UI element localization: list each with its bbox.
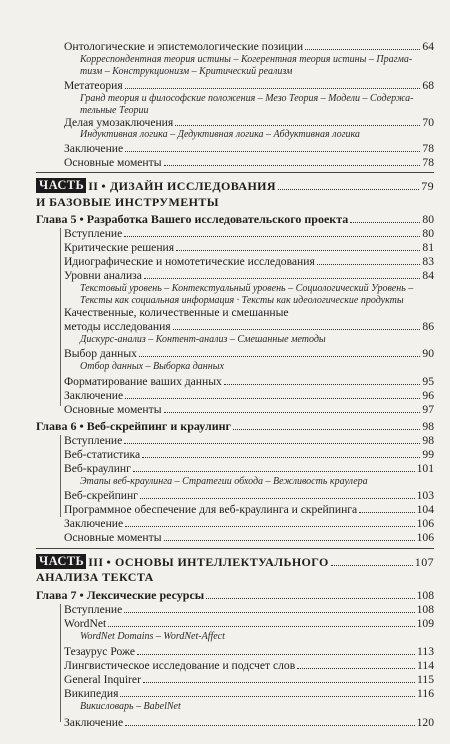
toc-entry-title: Веб-статистика [64,448,141,461]
toc-entry-title-line2: методы исследования [64,320,171,333]
toc-entry[interactable] [64,40,434,53]
chapter-heading[interactable] [36,420,434,433]
toc-entry[interactable] [64,503,434,516]
dot-leader [120,696,415,697]
toc-entry-page: 99 [422,448,434,461]
toc-entry-page: 78 [422,142,434,155]
toc-entry-page: 95 [422,375,434,388]
dot-leader [164,412,421,413]
toc-entry-page: 83 [422,255,434,268]
toc-entry-page: 106 [416,517,434,530]
toc-entry-title: Тезаурус Роже [64,645,136,658]
toc-subtopics: Корреспондентная теория истины – Когерентная теория истины – Прагма- тизм – Конструкционизм – Критический реализм [80,54,413,77]
toc-entry-page: 70 [422,116,434,129]
part-title: ДИЗАЙН ИССЛЕДОВАНИЯ [109,179,276,193]
toc-entry-page: 108 [416,603,434,616]
toc-entry-page: 115 [417,673,434,686]
toc-entry[interactable] [64,320,434,333]
part-number: II [88,179,99,193]
toc-entry-page: 80 [422,227,434,240]
chapter-heading[interactable] [36,213,434,226]
toc-entry[interactable] [64,79,434,92]
dot-leader [139,356,420,357]
toc-entry[interactable] [64,434,434,447]
toc-entry-title: Метатеория [64,79,123,92]
dot-leader [124,612,414,613]
part-separator: • [101,179,106,193]
toc-entry-page: 109 [416,617,434,630]
toc-entry[interactable] [64,389,434,402]
toc-entry[interactable] [64,255,434,268]
toc-entry-page: 84 [422,269,434,282]
toc-entry-title: WordNet [64,617,107,630]
dot-leader [317,264,421,265]
toc-entry-page: 101 [416,462,434,475]
dot-leader [331,565,413,566]
toc-subtopics: WordNet Domains – WordNet-Affect [80,631,225,642]
chapter-page: 80 [422,213,434,226]
toc-entry[interactable] [64,375,434,388]
dot-leader [143,682,415,683]
chapter-title: Глава 6 • Веб-скрейпинг и краулинг [36,420,231,433]
toc-entry[interactable] [64,659,434,672]
part-title-continued: АНАЛИЗА ТЕКСТА [36,570,154,584]
dot-leader [108,626,414,627]
toc-entry[interactable] [64,403,434,416]
toc-entry-page: 81 [422,241,434,254]
part-title-continued: И БАЗОВЫЕ ИНСТРУМЕНТЫ [36,195,219,209]
toc-entry-title: Форматирование ваших данных [64,375,222,388]
part-page: 79 [421,179,434,193]
dot-leader [164,165,421,166]
toc-entry-title: Лингвистическое исследование и подсчет слов [64,659,296,672]
dot-leader [350,222,420,223]
toc-entry-title: Заключение [64,142,124,155]
toc-subtopics: Индуктивная логика – Дедуктивная логика – Абдуктивная логика [80,129,360,140]
toc-entry[interactable] [64,517,434,530]
chapter-heading[interactable] [36,589,434,602]
dot-leader [124,236,420,237]
chapter-page: 98 [422,420,434,433]
toc-entry[interactable] [64,617,434,630]
toc-entry[interactable] [64,603,434,616]
dot-leader [224,384,421,385]
toc-entry[interactable] [64,142,434,155]
toc-entry-line1[interactable] [64,306,434,319]
dot-leader [125,526,414,527]
part-badge: ЧАСТЬ [36,554,86,569]
toc-entry-page: 64 [422,40,434,53]
dot-leader [278,189,419,190]
toc-entry-title: Вступление [64,603,123,616]
toc-entry[interactable] [64,227,434,240]
toc-subtopics: Гранд теория и философские положения – Мезо Теория – Модели – Содержа- тельные Теории [80,93,414,116]
dot-leader [125,725,414,726]
dot-leader [173,329,421,330]
toc-subtopics: Отбор данных – Выборка данных [80,361,224,372]
toc-entry[interactable] [64,448,434,461]
toc-entry[interactable] [64,462,434,475]
toc-entry-page: 113 [417,645,434,658]
toc-entry[interactable] [64,673,434,686]
chapter-bracket [60,228,61,406]
toc-entry-title: Качественные, количественные и смешанные [64,306,289,319]
part-heading[interactable] [36,554,434,569]
toc-entry[interactable] [64,347,434,360]
toc-entry-page: 78 [422,156,434,169]
dot-leader [164,540,415,541]
part-separator: • [106,555,112,569]
dot-leader [133,471,415,472]
toc-entry-page: 120 [416,716,434,729]
toc-entry-title: Веб-краулинг [64,462,131,475]
toc-entry-page: 96 [422,389,434,402]
toc-entry-title: Выбор данных [64,347,137,360]
dot-leader [305,49,420,50]
dot-leader [124,443,420,444]
dot-leader [176,250,420,251]
toc-entry[interactable] [64,716,434,729]
toc-entry-title: Википедия [64,687,119,700]
toc-entry-title: Идиографические и номотетические исследования [64,255,315,268]
toc-entry[interactable] [64,116,434,129]
chapter-bracket [60,604,61,722]
toc-entry-page: 103 [416,489,434,502]
toc-entry[interactable] [64,489,434,502]
toc-entry-title: General Inquirer [64,673,141,686]
dot-leader [137,654,415,655]
toc-entry-page: 86 [422,320,434,333]
toc-entry-page: 98 [422,434,434,447]
dot-leader [206,598,414,599]
toc-entry-page: 90 [422,347,434,360]
toc-entry[interactable] [64,241,434,254]
dot-leader [140,498,415,499]
toc-entry[interactable] [64,269,434,282]
toc-entry-title: Веб-скрейпинг [64,489,138,502]
toc-subtopics: Викисловарь – BabelNet [80,701,181,712]
toc-entry-title: Заключение [64,389,124,402]
chapter-title: Глава 5 • Разработка Вашего исследовательского проекта [36,213,349,226]
toc-entry-title: Вступление [64,434,123,447]
toc-entry-page: 104 [416,503,434,516]
part-number: III [88,555,104,569]
toc-entry-page: 97 [422,403,434,416]
dot-leader [142,457,420,458]
chapter-page: 108 [416,589,434,602]
toc-entry-title: Заключение [64,716,124,729]
dot-leader [125,398,420,399]
toc-entry-page: 116 [417,687,434,700]
dot-leader [233,429,420,430]
toc-entry[interactable] [64,156,434,169]
part-page: 107 [414,555,434,569]
toc-entry[interactable] [64,531,434,544]
toc-entry[interactable] [64,687,434,700]
toc-entry-title: Основные моменты [64,156,162,169]
toc-subtopics: Этапы веб-краулинга – Стратегии обхода – Вежливость краулера [80,476,368,487]
toc-subtopics: Дискурс-анализ – Контент-анализ – Смешанные методы [80,334,326,345]
dot-leader [144,278,421,279]
toc-entry-title: Критические решения [64,241,175,254]
toc-entry-title: Делая умозаключения [64,116,174,129]
toc-entry-title: Уровни анализа [64,269,142,282]
dot-leader [175,125,420,126]
toc-entry-title: Основные моменты [64,531,162,544]
chapter-bracket [60,435,61,517]
dot-leader [297,668,415,669]
dot-leader [359,512,414,513]
dot-leader [125,88,421,89]
toc-entry-page: 114 [417,659,434,672]
toc-entry-title: Вступление [64,227,123,240]
toc-entry-page: 106 [416,531,434,544]
part-divider [36,548,434,549]
toc-entry-title: Онтологические и эпистемологические позиции [64,40,304,53]
part-badge: ЧАСТЬ [36,178,86,193]
chapter-title: Глава 7 • Лексические ресурсы [36,589,205,602]
toc-entry-title: Программное обеспечение для веб-краулинга и скрейпинга [64,503,358,516]
part-divider [36,172,434,173]
toc-entry-page: 68 [422,79,434,92]
toc-entry-title: Заключение [64,517,124,530]
part-heading[interactable] [36,178,434,193]
toc-entry-title: Основные моменты [64,403,162,416]
toc-subtopics: Текстовый уровень – Контекстуальный уровень – Социологический Уровень – Тексты как социальная информация · Тексты как идеологические продукты [80,283,414,306]
dot-leader [125,151,420,152]
part-title: ОСНОВЫ ИНТЕЛЛЕКТУАЛЬНОГО [115,555,329,569]
toc-entry[interactable] [64,645,434,658]
